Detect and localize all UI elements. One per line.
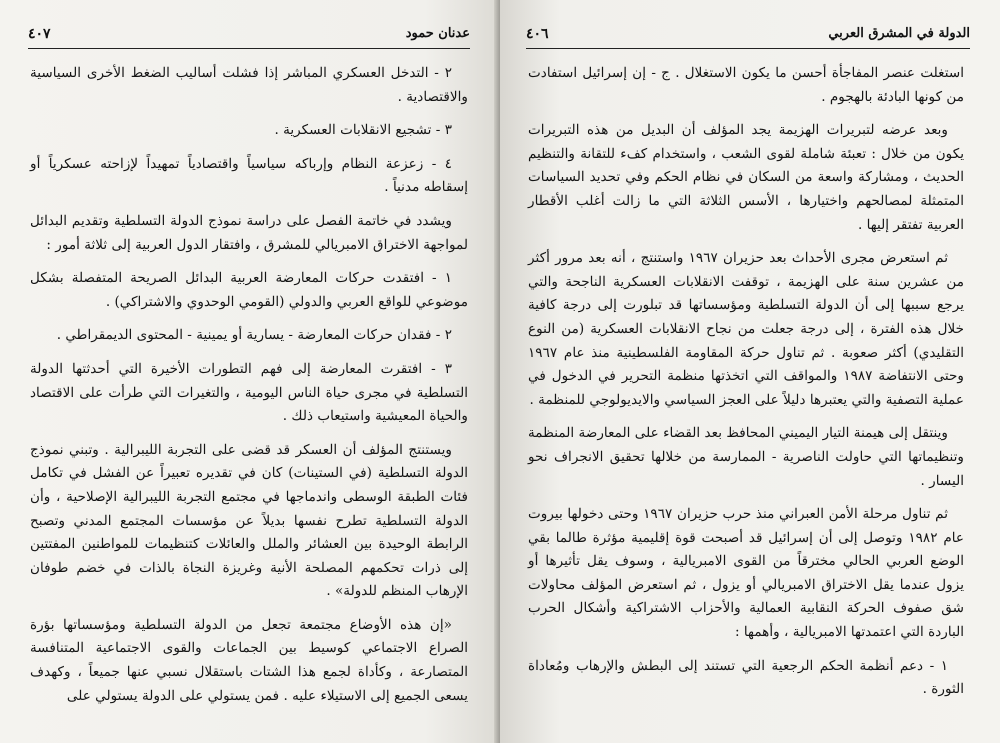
running-head: عدنان حمود bbox=[405, 26, 470, 41]
paragraph: ويستنتج المؤلف أن العسكر قد قضى على التجربة الليبرالية . وتبني نموذج الدولة التسلطية (في الستينات) كان في تقديره تعبيراً عن الفشل في تكامل فئات الطبقة الوسطى واندماجها في مجتمع التجربة الليبرالية الإصلاحية ، وأن الدولة التسلطية تطرح نفسها بديلاً عن مؤسسات المجتمع المدني وتصبح الرابطة الوحيدة بين العشائر والملل والعائلات كتنظيمات للمواطنين المفتتين إلى ذرات تحكمهم المصلحة الأنية وغريزة النجاة بالذات في خضم طوفان الإرهاب المنظم للدولة» . bbox=[30, 441, 468, 600]
right-page bbox=[500, 0, 1000, 743]
paragraph: ٢ - التدخل العسكري المباشر إذا فشلت أساليب الضغط الأخرى السياسية والاقتصادية . bbox=[30, 65, 468, 105]
paragraph: استغلت عنصر المفاجأة أحسن ما يكون الاستغلال . ج - إن إسرائيل استفادت من كونها البادئة بالهجوم . bbox=[528, 65, 964, 105]
paragraph: ١ - دعم أنظمة الحكم الرجعية التي تستند إلى البطش والإرهاب ومُعاداة الثورة . bbox=[528, 657, 964, 698]
left-page-header bbox=[28, 26, 470, 49]
paragraph: وينتقل إلى هيمنة التيار اليميني المحافظ بعد القضاء على المعارضة المنظمة وتنظيماتها التي حاولت الناصرية - الممارسة من خلالها تحقيق الانجراف نحو اليسار . bbox=[528, 425, 964, 489]
running-head: الدولة في المشرق العربي bbox=[828, 26, 970, 41]
left-page-body bbox=[30, 62, 468, 718]
paragraph: وبعد عرضه لتبريرات الهزيمة يجد المؤلف أن البديل من هذه التبريرات يكون من خلال : تعبئة شاملة لقوى الشعب ، واستخدام كفء للتقانة والتنظيم الحديث ، ومشاركة واسعة من السكان في نظام الحكم وفي تحديد السياسات المتمثلة لمصالحهم واختيارها ، الأسس الثلاثة التي ما زالت أغلب الأقطار العربية تفتقر إليها . bbox=[528, 122, 964, 233]
paragraph: ٣ - تشجيع الانقلابات العسكرية . bbox=[274, 122, 452, 139]
paragraph: ٣ - افتقرت المعارضة إلى فهم التطورات الأخيرة التي أحدثتها الدولة التسلطية في مجرى حياة الناس اليومية ، والتغيرات التي طرأت على الاقتصاد والحياة المعيشية واستيعاب ذلك . bbox=[30, 360, 468, 425]
paragraph: ثم تناول مرحلة الأمن العبراني منذ حرب حزيران ١٩٦٧ وحتى دخولها بيروت عام ١٩٨٢ وتوصل إلى أن إسرائيل قد أصبحت قوة إقليمية مؤثرة طالما بقي الوضع العربي الحالي مخترقاً من القوى الامبريالية ، وسوف يقل تأثيرها أو يزول عندما يقل الاختراق الامبريالي أو يزول ، ثم استعرض المؤلف محاولات شق صفوف الحركة النقابية العمالية والأحزاب الاشتراكية وأشكال الحرب الباردة التي اعتمدتها الامبريالية ، وأهمها : bbox=[528, 506, 964, 641]
page-number: ٤٠٧ bbox=[28, 26, 51, 42]
paragraph: ٤ - زعزعة النظام وإرباكه سياسياً واقتصادياً تمهيداً لإزاحته عسكرياً أو إسقاطه مدنياً . bbox=[30, 155, 468, 196]
right-page-header bbox=[526, 26, 970, 49]
paragraph: ٢ - فقدان حركات المعارضة - يسارية أو يمينية - المحتوى الديمقراطي . bbox=[56, 327, 452, 344]
paragraph: ثم استعرض مجرى الأحداث بعد حزيران ١٩٦٧ واستنتج ، أنه بعد مرور أكثر من عشرين سنة على الهزيمة ، توقفت الانقلابات العسكرية الناجحة والتي يرجع سببها إلى أن الدولة التسلطية ومؤسساتها قد تبلورت إلى درجة كافية خلال هذه الفترة ، إلى درجة جعلت من نجاح الانقلابات العسكرية (من النوع التقليدي) أكثر صعوبة . ثم تناول حركة المقاومة الفلسطينية منذ عام ١٩٦٧ وحتى الانتفاضة ١٩٨٧ والمواقف التي اتخذتها منظمة التحرير في الدخول في عملية التصفية والتي يعتبرها دليلاً على العجز السياسي والايديولوجي للمنظمة . bbox=[528, 250, 964, 408]
page-number: ٤٠٦ bbox=[526, 26, 549, 42]
right-page-body bbox=[528, 62, 964, 712]
paragraph: «إن هذه الأوضاع مجتمعة تجعل من الدولة التسلطية ومؤسساتها بؤرة الصراع الاجتماعي كوسيط بين الجماعات والقوى الاجتماعية المتنافسة المتصارعة ، وكأداة لجمع هذا الشتات باستقلال نسبي عنها جميعاً ، وكهدف يسعى الجميع إلى الاستيلاء عليه . فمن يستولي على الدولة يستولي على bbox=[30, 616, 468, 704]
paragraph: ويشدد في خاتمة الفصل على دراسة نموذج الدولة التسلطية وتقديم البدائل لمواجهة الاختراق الامبريالي للمشرق ، وافتقار الدول العربية إلى ثلاثة أمور : bbox=[30, 212, 468, 253]
paragraph: ١ - افتقدت حركات المعارضة العربية البدائل الصريحة المتفصلة بشكل موضوعي للواقع العربي والدولي (القومي الوحدوي والاشتراكي) . bbox=[30, 270, 468, 310]
